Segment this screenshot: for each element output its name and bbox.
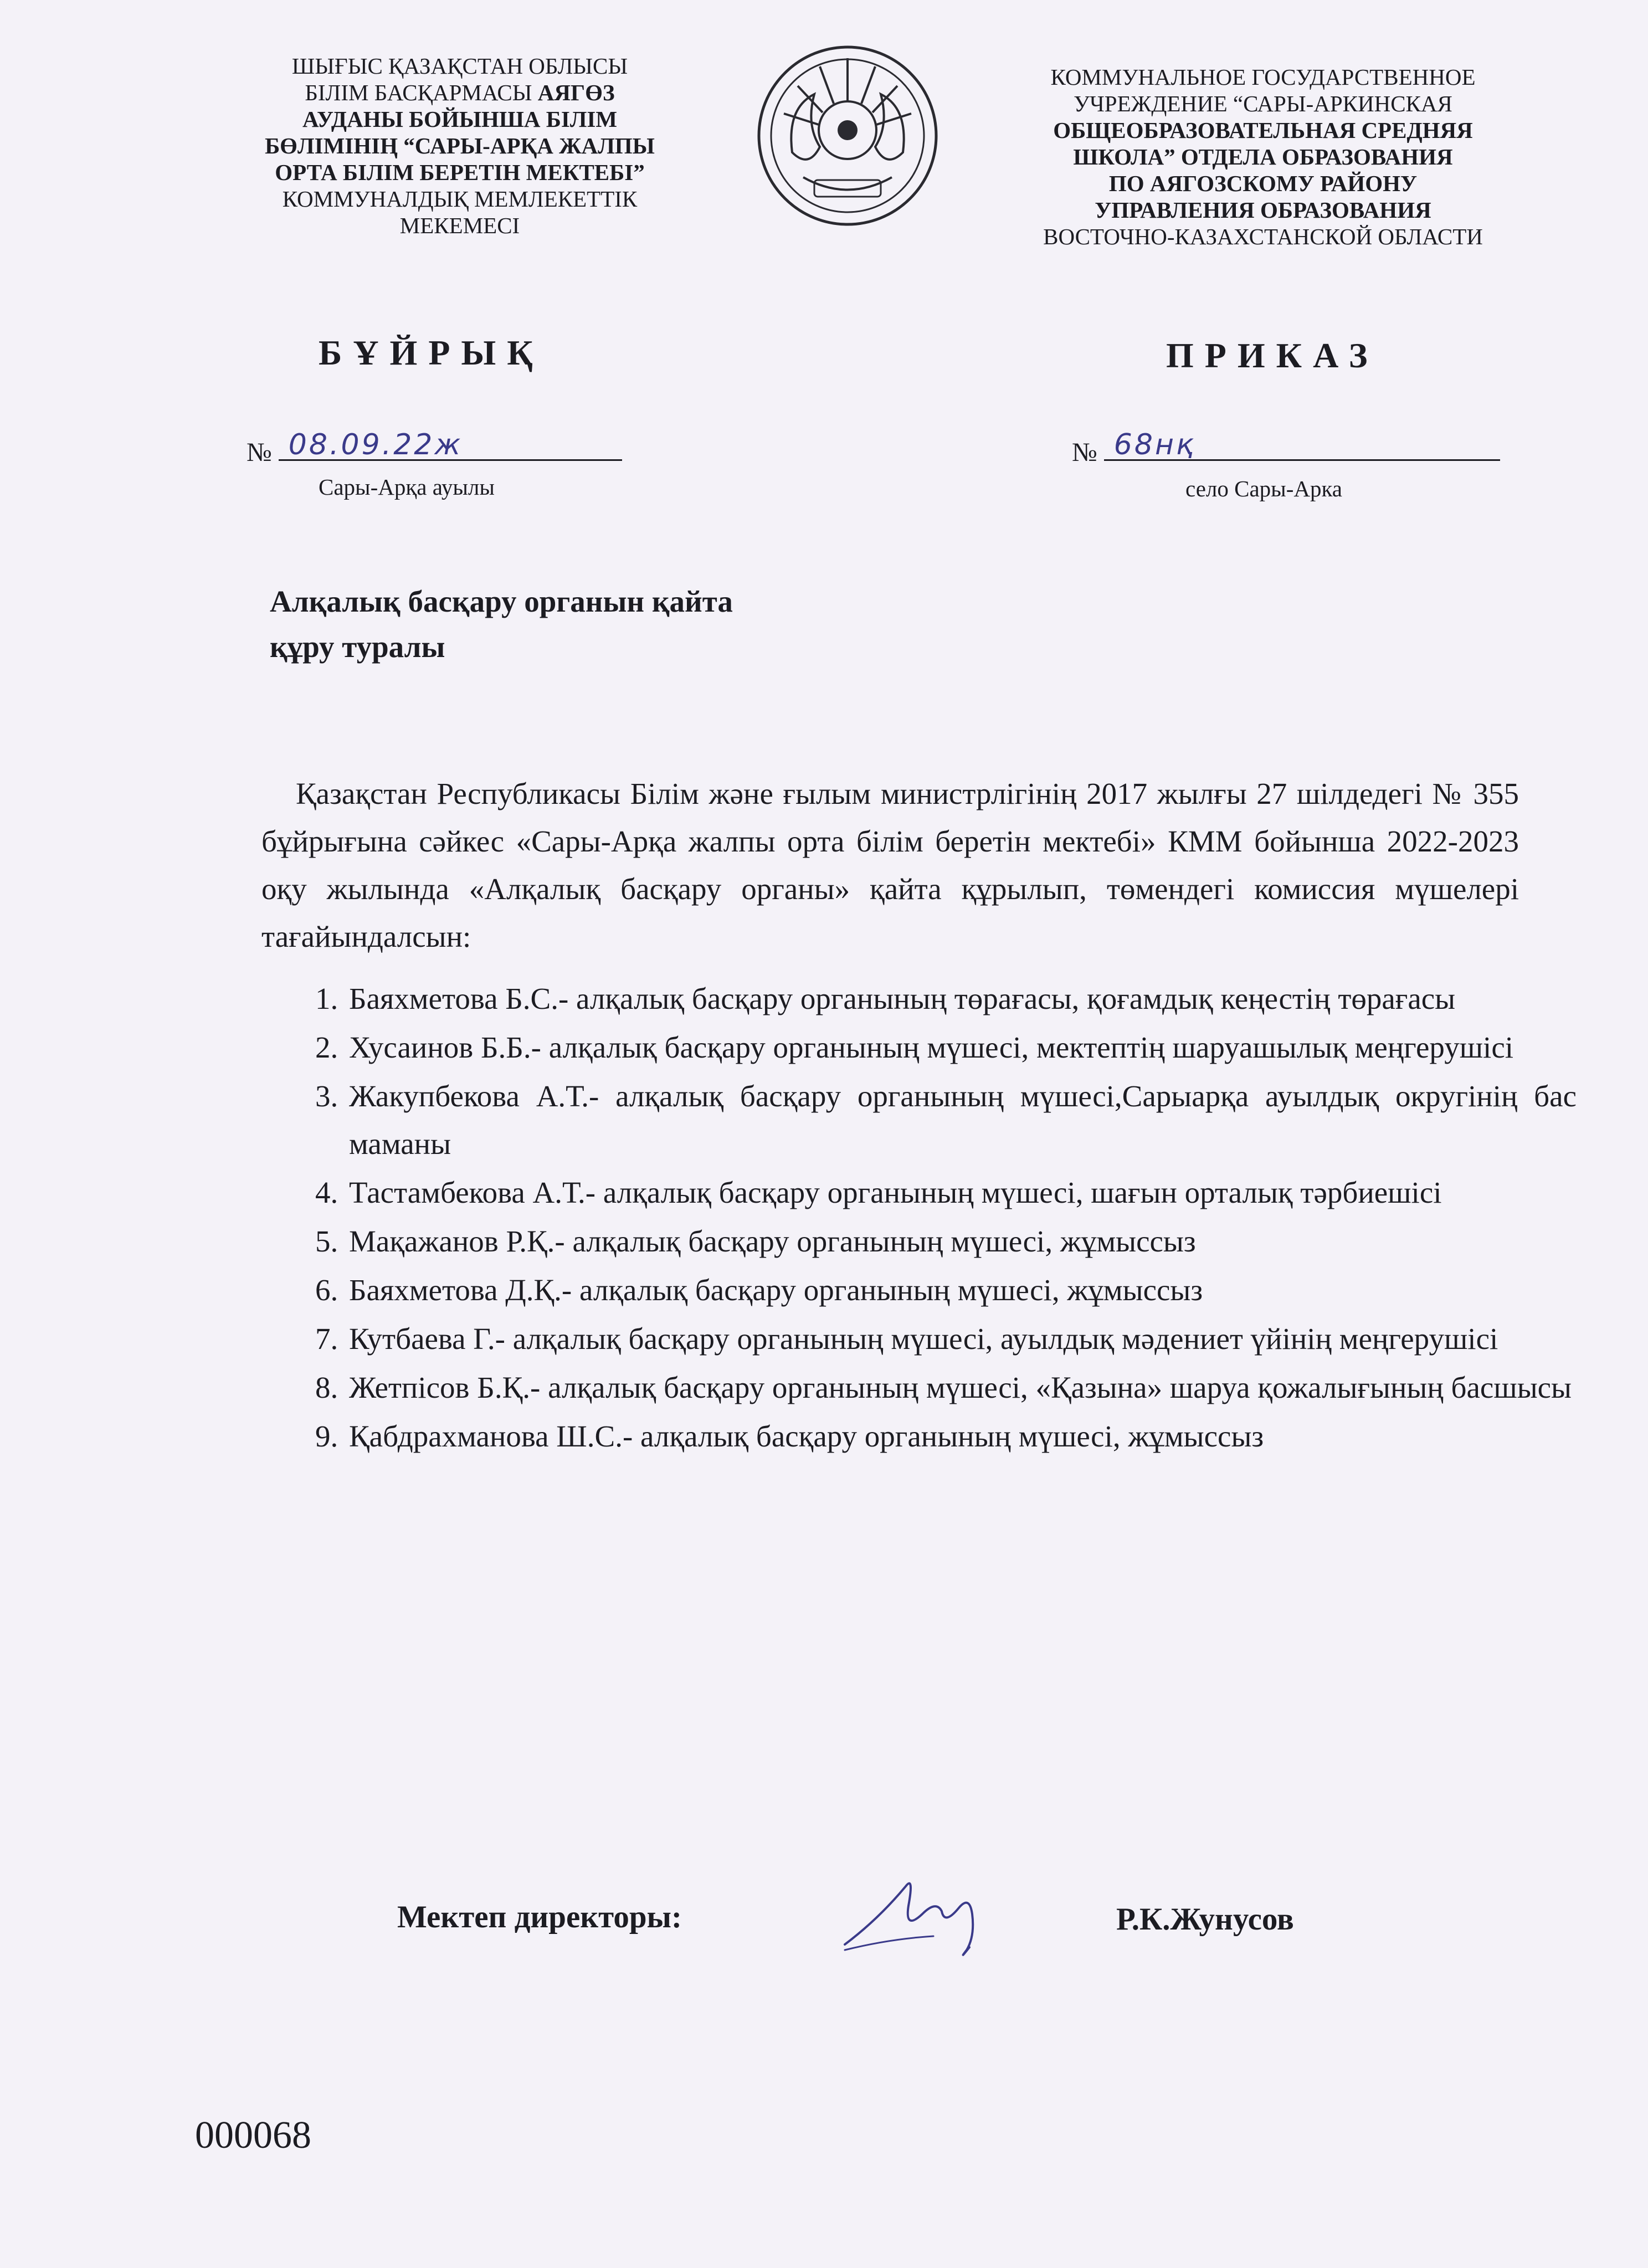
header-ru-line: ПО АЯГОЗСКОМУ РАЙОНУ: [1108, 171, 1418, 196]
place-kazakh: Сары-Арқа ауылы: [319, 474, 495, 500]
order-date-line: [279, 429, 622, 461]
list-item: 7. Кутбаева Г.- алқалық басқару органының мүшесі, ауылдық мәдениет үйінің меңгерушісі: [346, 1315, 1577, 1363]
header-ru-line: КОММУНАЛЬНОЕ ГОСУДАРСТВЕННОЕ: [1050, 64, 1476, 90]
header-ru-line: УЧРЕЖДЕНИЕ “САРЫ-АРКИНСКАЯ: [1074, 91, 1452, 116]
header-russian: [1008, 64, 1518, 250]
signatory-name: Р.К.Жунусов: [1116, 1902, 1294, 1937]
order-body: Қазақстан Республикасы Білім және ғылым министрлігінің 2017 жылғы 27 шілдедегі № 355 бұйрығына сәйкес «Сары-Арқа жалпы орта білім беретін мектебі» КММ бойынша 2022-2023 оқу жылында «Алқалық басқару органы» қайта құрылып, төмендегі комиссия мүшелері тағайындалсын:: [261, 777, 1519, 953]
header-ru-line: УПРАВЛЕНИЯ ОБРАЗОВАНИЯ: [1095, 197, 1431, 223]
header-kz-line: БІЛІМ БАСҚАРМАСЫ АЯГӨЗ: [305, 80, 615, 105]
list-item: 8. Жетпісов Б.Қ.- алқалық басқару органының мүшесі, «Қазына» шаруа қожалығының басшысы: [346, 1364, 1577, 1412]
list-item: 3. Жакупбекова А.Т.- алқалық басқару органының мүшесі,Сарыарқа ауылдық округінің бас маманы: [346, 1073, 1577, 1168]
list-item: 4. Тастамбекова А.Т.- алқалық басқару органының мүшесі, шағын орталық тәрбиешісі: [346, 1169, 1577, 1217]
header-kz-emphasis: АЯГӨЗ: [537, 80, 615, 105]
place-russian: село Сары-Арка: [1185, 476, 1342, 501]
header-ru-line: ВОСТОЧНО-КАЗАХСТАНСКОЙ ОБЛАСТИ: [1043, 224, 1483, 249]
document-number: 000068: [195, 2114, 311, 2157]
order-number-line: [1104, 429, 1500, 461]
header-kazakh: [222, 53, 698, 239]
title-russian: ПРИКАЗ: [1166, 336, 1379, 375]
header-kz-line: МЕКЕМЕСІ: [399, 213, 520, 238]
header-kz-line: ОРТА БІЛІМ БЕРЕТІН МЕКТЕБІ”: [275, 160, 645, 185]
subject-line: құру туралы: [270, 630, 445, 664]
header-ru-line: ШКОЛА” ОТДЕЛА ОБРАЗОВАНИЯ: [1073, 144, 1453, 170]
header-kz-line: ШЫҒЫС ҚАЗАҚСТАН ОБЛЫСЫ: [291, 53, 628, 79]
header-ru-line: ОБЩЕОБРАЗОВАТЕЛЬНАЯ СРЕДНЯЯ: [1053, 117, 1473, 143]
header-kz-line: БӨЛІМІНІҢ “САРЫ-АРҚА ЖАЛПЫ: [265, 133, 655, 158]
list-item: 6. Баяхметова Д.Қ.- алқалық басқару органының мүшесі, жұмыссыз: [346, 1266, 1577, 1314]
members-list: [288, 975, 1577, 1461]
list-item: 1. Баяхметова Б.С.- алқалық басқару органының төрағасы, қоғамдық кеңестің төрағасы: [346, 975, 1577, 1023]
order-subject: [270, 579, 935, 670]
list-item: 2. Хусаинов Б.Б.- алқалық басқару органының мүшесі, мектептің шаруашылық меңгерушісі: [346, 1024, 1577, 1071]
state-emblem-icon: [753, 42, 942, 230]
list-item: 5. Мақажанов Р.Қ.- алқалық басқару органының мүшесі, жұмыссыз: [346, 1218, 1577, 1265]
title-kazakh: БҰЙРЫҚ: [319, 333, 544, 372]
list-item: 9. Қабдрахманова Ш.С.- алқалық басқару органының мүшесі, жұмыссыз: [346, 1413, 1577, 1460]
number-sign: №: [247, 438, 272, 467]
handwritten-signature: [839, 1853, 1022, 1964]
handwritten-date: 08.09.22ж: [288, 428, 463, 461]
order-date-field: [247, 429, 634, 468]
header-kz-line: КОММУНАЛДЫҚ МЕМЛЕКЕТТІК: [282, 186, 638, 212]
signature-label: Мектеп директоры:: [397, 1900, 682, 1935]
order-number-field: [1072, 429, 1510, 468]
subject-line: Алқалық басқару органын қайта: [270, 584, 733, 618]
handwritten-number: 68нқ: [1113, 428, 1196, 461]
header-kz-line: АУДАНЫ БОЙЫНША БІЛІМ: [302, 106, 618, 132]
number-sign: №: [1072, 438, 1097, 467]
